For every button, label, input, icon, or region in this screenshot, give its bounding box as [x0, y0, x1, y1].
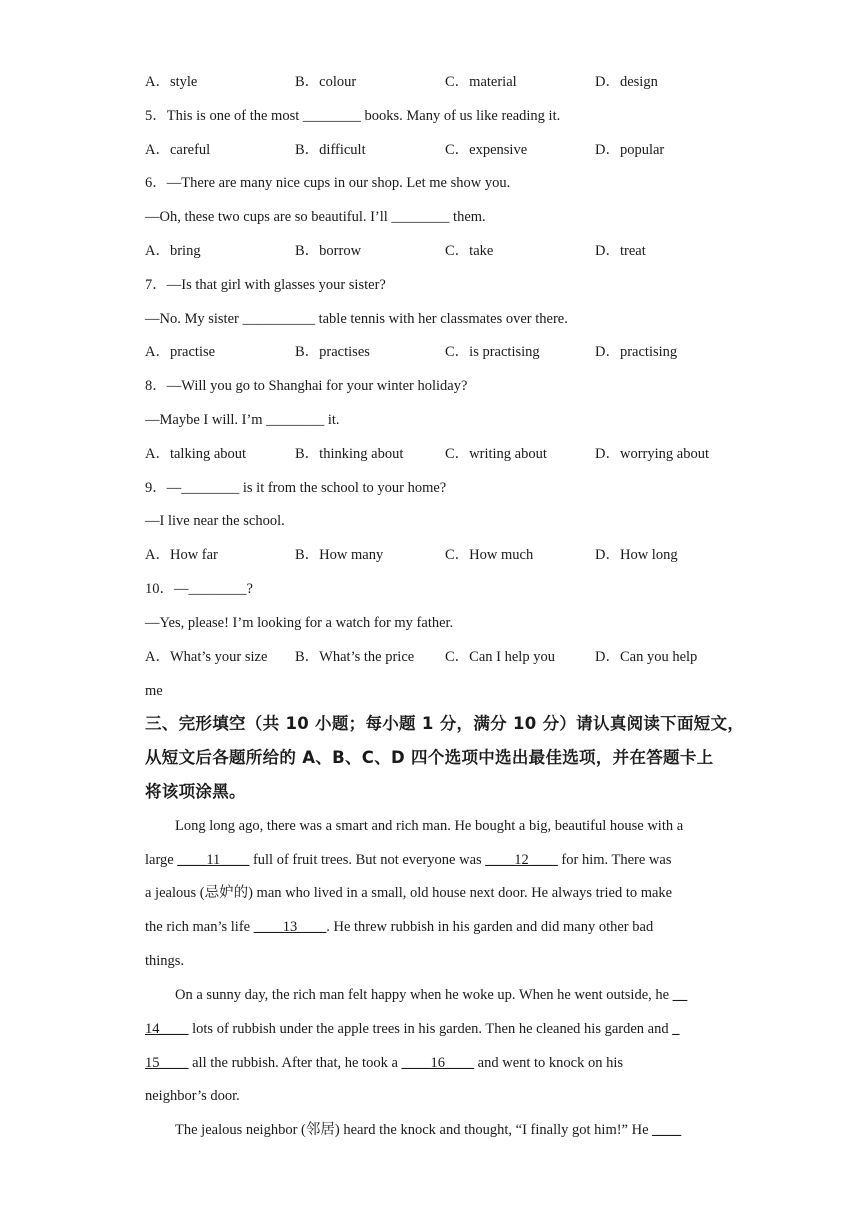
section-heading-line-1: 三、完形填空（共 10 小题；每小题 1 分，满分 10 分）请认真阅读下面短文， — [145, 714, 745, 733]
q8-stem: 8．—Will you go to Shanghai for your winter holiday? — [145, 378, 468, 394]
q5-option-c: C．expensive — [445, 142, 528, 158]
passage-text: . He threw rubbish in his garden and did many other bad — [326, 919, 654, 935]
q8-option-b: B．thinking about — [295, 446, 404, 462]
q4-option-a: A．style — [145, 74, 198, 90]
q6-option-d: D．treat — [595, 243, 646, 259]
passage-text: the rich man’s life — [145, 919, 254, 935]
passage-text: and went to knock on his — [474, 1055, 624, 1071]
passage-text: large — [145, 852, 178, 868]
q9-option-a: A．How far — [145, 547, 218, 563]
q7-reply: —No. My sister __________ table tennis with her classmates over there. — [145, 311, 568, 327]
blank-12: ____12____ — [485, 852, 558, 868]
q10-option-d: D．Can you help — [595, 649, 698, 665]
q6-stem: 6．—There are many nice cups in our shop. Let me show you. — [145, 175, 511, 191]
q9-reply: —I live near the school. — [145, 513, 285, 529]
q6-option-c: C．take — [445, 243, 494, 259]
q10-stem: 10．—________? — [145, 581, 253, 597]
q7-option-a: A．practise — [145, 344, 216, 360]
q8-reply: —Maybe I will. I’m ________ it. — [145, 412, 340, 428]
q10-reply: —Yes, please! I’m looking for a watch for my father. — [145, 615, 454, 631]
passage-text: On a sunny day, the rich man felt happy when he woke up. When he went outside, he — [175, 987, 673, 1003]
q4-options — [145, 72, 725, 92]
q6-reply: —Oh, these two cups are so beautiful. I’ll ________ them. — [145, 209, 486, 225]
passage-text: for him. There was — [557, 852, 672, 868]
q5-options — [145, 140, 725, 160]
section-heading-line-3: 将该项涂黑。 — [145, 782, 246, 801]
q5-stem: 5．This is one of the most ________ books. Many of us like reading it. — [145, 108, 561, 124]
q7-stem: 7．—Is that girl with glasses your sister? — [145, 277, 386, 293]
q4-option-d: D．design — [595, 74, 658, 90]
q7-options — [145, 342, 725, 362]
blank-14: __ — [672, 987, 688, 1003]
q4-option-b: B．colour — [295, 74, 357, 90]
passage-text: lots of rubbish under the apple trees in his garden. Then he cleaned his garden and — [188, 1021, 673, 1037]
q8-option-c: C．writing about — [445, 446, 547, 462]
q9-option-b: B．How many — [295, 547, 384, 563]
blank-17: ____ — [652, 1122, 682, 1138]
passage-line — [145, 917, 653, 937]
q6-option-b: B．borrow — [295, 243, 362, 259]
q9-options — [145, 545, 725, 565]
passage-line: a jealous (忌妒的) man who lived in a small, old house next door. He always tried to make — [145, 885, 673, 901]
passage-line — [145, 1019, 679, 1039]
blank-14-cont: 14____ — [145, 1021, 189, 1037]
q6-options — [145, 241, 725, 261]
q10-option-b: B．What’s the price — [295, 649, 415, 665]
q8-options — [145, 444, 725, 464]
passage-text: The jealous neighbor (邻居) heard the knock and thought, “I finally got him!” He — [175, 1122, 653, 1138]
q10-option-c: C．Can I help you — [445, 649, 555, 665]
q7-option-d: D．practising — [595, 344, 678, 360]
q4-option-c: C．material — [445, 74, 517, 90]
q5-option-d: D．popular — [595, 142, 665, 158]
q7-option-c: C．is practising — [445, 344, 540, 360]
section-heading-line-2: 从短文后各题所给的 A、B、C、D 四个选项中选出最佳选项，并在答题卡上 — [145, 748, 714, 767]
q10-option-a: A．What’s your size — [145, 649, 268, 665]
passage-line: Long long ago, there was a smart and rich man. He bought a big, beautiful house with a — [175, 818, 684, 834]
passage-line — [145, 1053, 623, 1073]
passage-line: neighbor’s door. — [145, 1088, 240, 1104]
q9-option-c: C．How much — [445, 547, 534, 563]
blank-15: _ — [672, 1021, 680, 1037]
q10-options — [145, 647, 725, 667]
blank-16: ____16____ — [401, 1055, 475, 1071]
q9-option-d: D．How long — [595, 547, 678, 563]
passage-line — [175, 985, 687, 1005]
passage-line: things. — [145, 953, 185, 969]
q8-option-d: D．worrying about — [595, 446, 709, 462]
q7-option-b: B．practises — [295, 344, 370, 360]
q9-stem: 9．—________ is it from the school to your home? — [145, 480, 447, 496]
passage-line — [175, 1120, 681, 1140]
q5-option-a: A．careful — [145, 142, 211, 158]
passage-line — [145, 850, 671, 870]
passage-text: all the rubbish. After that, he took a — [188, 1055, 402, 1071]
blank-11: ____11____ — [177, 852, 250, 868]
blank-15-cont: 15____ — [145, 1055, 189, 1071]
q8-option-a: A．talking about — [145, 446, 247, 462]
blank-13: ____13____ — [253, 919, 327, 935]
q6-option-a: A．bring — [145, 243, 201, 259]
q10-option-d-wrap: me — [145, 683, 163, 699]
passage-text: full of fruit trees. But not everyone was — [249, 852, 486, 868]
q5-option-b: B．difficult — [295, 142, 366, 158]
